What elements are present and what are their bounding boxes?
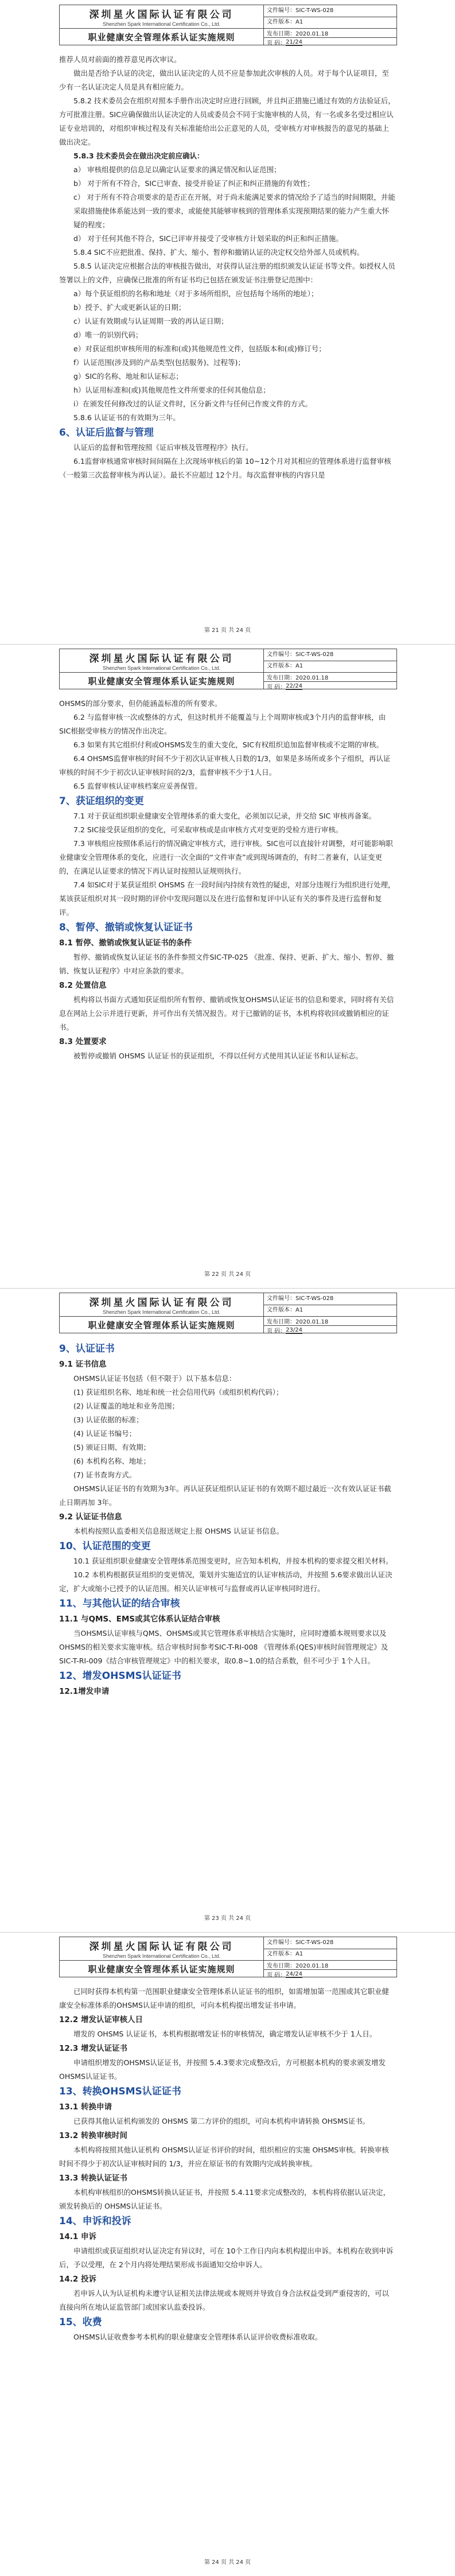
subsection-heading: 8.1 暂停、撤销或恢复认证证书的条件 [59,938,192,948]
subsection-heading: 14.2 投诉 [59,2275,97,2284]
page-number-label: 页 码： [267,684,286,690]
subsection-heading: 11.1 与QMS、EMS或其它体系认证结合审核 [59,1615,220,1624]
paragraph: (2) 认证覆盖的地址和业务范围； [73,1402,180,1410]
page-number-cell [264,1326,396,1334]
file-number: 文件编号：SIC-T-WS-028 [264,1937,396,1949]
page-content [59,697,396,1063]
header-meta-top [264,1937,396,1960]
file-version: 文件版本：A1 [267,1307,304,1314]
subsection-heading: 13.3 转换认证证书 [59,2174,128,2183]
document-title: 职业健康安全管理体系认证实施规则 [60,1317,264,1333]
paragraph: c）认证有效期或与认证周期一致的再认证日期； [73,317,228,325]
paragraph: 当OHSMS认证审核与QMS、OHSMS或其它管理体系审核结合实施时，应同时遵循本规则要求以及OHSMS的相关要求实施审核。结合审核时间参考SIC-T-RI-008 《管理体系(QES)审核时间管理规定》及SIC-T-RI-009《结合审核管理规定》中的相关要求，取0.8~1.0的结合系数，但不可少于 1个人日。 [59,1629,388,1665]
header-meta-top [264,1293,396,1316]
document-page [0,0,455,644]
page-footer: 第 22 页 共 24 页 [204,1271,251,1278]
paragraph: d）唯一的识别代码； [73,331,143,339]
section-heading: 12、增发OHSMS认证证书 [59,1670,181,1682]
paragraph: 6.2 与监督审核一次或整体的方式，但这时机并不能覆盖与上个周期审核或3个月内的监督审核，由SIC根据受审核方的情况作出决定。 [59,713,386,735]
page-number-cell [264,1970,396,1978]
page-content [59,53,396,482]
file-version: 文件版本：A1 [267,19,304,26]
clause-heading: 5.8.3 技术委员会在做出决定前应确认： [73,152,204,160]
paragraph: 做出是否给予认证的决定，做出认证决定的人员不应是参加此次审核的人员。对于每个认证项目，至少有一名认证决定人员是具有相应能力。 [59,69,390,91]
paragraph: 已同时获得本机构第一范围职业健康安全管理体系认证证书的组织，如需增加第一范围或其它职业健康安全标准体系的OHSMS认证申请的组织，可向本机构提出增发证书申请。 [59,1987,390,2009]
header-row-top [60,1293,396,1317]
page-number-cell [264,38,396,46]
page-content [59,1341,396,1699]
document-page [0,644,455,1288]
subsection-heading: 9.2 认证证书信息 [59,1512,122,1522]
section-heading: 10、认证范围的变更 [59,1541,151,1552]
paragraph: (5) 颁证日期、有效期； [73,1443,151,1452]
paragraph: 本机构审核组织的OHSMS转换认证证书，并按照 5.4.11要求完成整改的，本机构将依据认证决定，颁发转换后的 OHSMS认证证书。 [59,2188,391,2210]
subsection-heading: 13.2 转换审核时间 [59,2131,128,2140]
paragraph: OHSMS认证收费参考本机构的职业健康安全管理体系认证评价收费标准收取。 [73,2333,322,2341]
header-row-top [60,649,396,673]
document-title: 职业健康安全管理体系认证实施规则 [60,673,264,689]
document-page [0,1288,455,1932]
file-number: 文件编号：SIC-T-WS-028 [264,1293,396,1305]
header-row-bottom [60,29,396,45]
subsection-heading: 13.1 转换申请 [59,2102,112,2112]
page-footer: 第 23 页 共 24 页 [204,1915,251,1922]
paragraph: 5.8.5 认证决定应根据合法的审核报告做出，对获得认证注册的组织颁发认证证书等文件。如授权人员签署以上的文件，应确保已批准的所有证书均已包括在颁发证书注册登记范围中： [59,262,395,284]
company-name-cn: 深圳星火国际认证有限公司 [89,1941,234,1953]
section-heading: 6、认证后监督与管理 [59,427,154,439]
paragraph: 6.3 如果有其它组织付利或OHSMS发生的重大变化，SIC有权组织追加监督审核或不定期的审核。 [73,740,384,749]
paragraph: 6.5 监督审核认证审核档案应妥善保管。 [73,782,202,790]
paragraph: d） 对于任何其他不符合，SIC已评审并接受了受审核方计划采取的纠正和纠正措施。 [73,234,343,243]
subsection-heading: 12.3 增发认证证书 [59,2044,128,2053]
paragraph: 7.1 对于获证组织职业健康安全管理体系的重大变化，必须加以记录，并交给 SIC 审核再备案。 [73,812,376,820]
file-number: 文件编号：SIC-T-WS-028 [264,649,396,661]
paragraph: 认证后的监督和管理按照《证后审核及管理程序》执行。 [73,443,253,452]
paragraph: i）在颁发任何修改过的认证文件时，区分新文件与任何已作废文件的方式。 [73,399,312,408]
header-row-top [60,5,396,29]
company-name-cn: 深圳星火国际认证有限公司 [89,653,234,665]
header-meta-bottom [264,1317,396,1333]
company-name-cn: 深圳星火国际认证有限公司 [89,1297,234,1309]
page-header [59,5,397,45]
paragraph: (6) 本机构名称、地址； [73,1457,151,1465]
paragraph: 暂停、撤销或恢复认证证书的条件参照文件SIC-TP-025 《批准、保持、更新、扩大、缩小、暂停、撤销、恢复认证程序》中对应条款的要求。 [59,953,394,975]
publish-date: 发布日期：2020.01.18 [264,29,396,38]
paragraph: b） 对于所有不符合，SIC已审查、接受并验证了纠正和纠正措施的有效性； [73,179,314,188]
paragraph: 5.8.4 SIC不应把批准、保持、扩大、缩小、暂停和撤销认证的决定权交给外部人员或机构。 [73,248,364,257]
page-number-label: 页 码： [267,40,286,46]
section-heading: 14、申诉和投诉 [59,2216,131,2227]
page-footer: 第 21 页 共 24 页 [204,627,251,634]
paragraph: c） 对于所有不符合项要求的是否正在开展，对于尚未能满足要求的情况给予了适当的时间期限，并能采取措施使体系能达到一致的要求，或能使其能够审核到的管理体系实现预期结果的能力产生重大怀疑的程度； [73,193,395,229]
publish-date: 发布日期：2020.01.18 [264,1317,396,1326]
page-number-cell [264,682,396,690]
section-heading: 9、认证证书 [59,1343,115,1355]
paragraph: a）每个获证组织的名称和地址（对于多场所组织，应包括每个场所的地址）； [73,289,318,298]
paragraph: 机构将以书面方式通知获证组织所有暂停、撤销或恢复OHSMS认证证书的信息和要求，同时将有关信息在网站上公示并进行更新，并可作出有关情况报告。对于已撤销的证书，本机构将收回或撤销相应的证书。 [59,995,394,1031]
paragraph: 增发的 OHSMS 认证证书，本机构根据增发证书的审核情况，确定增发认证审核不少于 1人日。 [73,2030,377,2038]
page-number-label: 页 码： [267,1972,286,1978]
header-row-bottom [60,1317,396,1333]
file-version: 文件版本：A1 [267,1951,304,1958]
header-meta-bottom [264,673,396,689]
header-meta-top [264,5,396,28]
company-name-en: Shenzhen Spark International Certification Co., Ltd. [102,1309,221,1315]
page-number: 24/24 [286,1970,303,1977]
subsection-heading: 14.1 申诉 [59,2232,97,2241]
page-separator [0,1288,455,1289]
subsection-heading: 8.3 处置要求 [59,1037,107,1046]
publish-date: 发布日期：2020.01.18 [264,1961,396,1970]
paragraph: b）授予、扩大或更新认证的日期； [73,303,186,312]
paragraph: 若申诉人认为认证机构未遵守认证相关法律法规或本规则并导致自身合法权益受到严重侵害的，可以直接向所在地认证监管部门或国家认监委投诉。 [59,2289,390,2311]
header-row-bottom [60,673,396,689]
paragraph: 6.1监督审核通常审核时间间隔在上次现场审核后的第 10~12个月对其相应的管理体系进行监督审核（一般第三次监督审核为再认证）。最长不应超过 12个月。每次监督审核的内容只是 [59,457,391,479]
page-number: 22/24 [286,682,303,689]
document-title: 职业健康安全管理体系认证实施规则 [60,1961,264,1977]
paragraph: 7.3 审核组应按照体系运行的情况确定审核方式，进行审核。SIC也可以直接针对调整，对可能影响职业健康安全管理体系的变化，应进行一次全面的“文件审查”或到现场调查的，有时二者兼有，认证变更的，在满足认证要求的情况下再认证时按照认证规则执行。 [59,839,393,875]
company-name-en: Shenzhen Spark International Certification Co., Ltd. [102,665,221,671]
paragraph: 本机构按照认监委相关信息报送规定上报 OHSMS 认证证书信息。 [73,1527,284,1535]
paragraph: (4) 认证证书编号； [73,1429,137,1438]
company-logo [60,5,264,28]
paragraph: (1) 获证组织名称、地址和统一社会信用代码（或组织机构代码）； [73,1388,283,1396]
paragraph: 10.1 获证组织职业健康安全管理体系范围变更时，应告知本机构，并按本机构的要求提交相关材料。 [73,1557,393,1565]
paragraph: (3) 认证依据的标准； [73,1415,143,1424]
paragraph: 5.8.6 认证证书的有效期为三年。 [73,413,180,422]
page-header [59,1293,397,1333]
paragraph: 5.8.2 技术委员会在组织对照本手册作出决定时应进行回顾，并且纠正措施已通过有效的方法验证后，方可批准注册。SIC应确保做出认证决定的人员或委员会不同于实施审核的人员，有一名或多名受过相应认证专业培训的，对组织审核过程及有关标准能给出公正意见的人员，受审核方对审核报告的意见的基础上做出决定。 [59,96,395,146]
paragraph: 7.2 SIC接受获证组织的变化，可采取审核或是由审核方式对变更的受检方进行审核。 [73,825,343,834]
company-logo [60,1937,264,1960]
paragraph: e）对获证组织审核所用的标准和(或)其他规范性文件，包括版本和(或)修订号； [73,344,326,353]
document-page [0,1932,455,2576]
header-row-top [60,1937,396,1961]
paragraph: OHSMS认证证书的有效期为3年。再认证获证组织认证证书的有效期不超过最近一次有效认证证书截止日期再加 3年。 [59,1484,391,1507]
publish-date: 发布日期：2020.01.18 [264,673,396,682]
page-number: 23/24 [286,1326,303,1333]
company-logo [60,649,264,672]
company-logo [60,1293,264,1316]
paragraph: 6.4 OHSMS监督审核的时间不少于初次认证审核人日数的1/3，如果是多场所或多个子组织，再认证审核的时间不少于初次认证审核时间的2/3，监督审核不少于1人日。 [59,754,391,777]
file-version: 文件版本：A1 [267,663,304,670]
paragraph: 被暂停或撤销 OHSMS 认证证书的获证组织，不得以任何方式使用其认证证书和认证标志。 [73,1052,363,1060]
header-row-bottom [60,1961,396,1977]
page-header [59,649,397,689]
section-heading: 7、获证组织的变更 [59,796,144,807]
subsection-heading: 8.2 处置信息 [59,981,107,990]
document-title: 职业健康安全管理体系认证实施规则 [60,29,264,45]
section-heading: 11、与其他认证的结合审核 [59,1598,180,1609]
page-separator [0,644,455,645]
header-meta-bottom [264,1961,396,1977]
file-number: 文件编号：SIC-T-WS-028 [264,5,396,17]
section-heading: 8、暂停、撤销或恢复认证证书 [59,922,193,933]
paragraph: g）SIC的名称、地址和认证标志； [73,372,183,381]
page-number: 21/24 [286,38,303,45]
company-name-en: Shenzhen Spark International Certification Co., Ltd. [102,21,221,27]
paragraph: OHSMS的部分要求，但仍能涵盖标准的所有要求。 [59,699,222,708]
subsection-heading: 12.1增发申请 [59,1687,110,1696]
paragraph: 推荐人员对前面的推荐意见再次审议。 [59,55,181,64]
paragraph: 本机构将按照其他认证机构 OHSMS认证证书评价的时间，组织相应的实施 OHSMS审核。转换审核时间不得少于初次认证审核时间的 1/3，并应在原证书的有效期内完成转换审核。 [59,2146,389,2168]
section-heading: 13、转换OHSMS认证证书 [59,2086,181,2097]
header-meta-top [264,649,396,672]
page-content [59,1985,396,2344]
header-meta-bottom [264,29,396,45]
page-footer: 第 24 页 共 24 页 [204,2559,251,2566]
subsection-heading: 9.1 证书信息 [59,1360,107,1369]
paragraph: 7.4 如SIC对于某获证组织 OHSMS 在一段时间内持续有效性的疑虑，对部分违规行为组织进行处理，某该获证组织对其一段时期的评价中发现问题以及在进行监督和复评中认证有关的事件及进行监督和复评。 [59,880,395,917]
company-name-en: Shenzhen Spark International Certification Co., Ltd. [102,1953,221,1959]
paragraph: a） 审核组提供的信息足以确定认证要求的满足情况和认证范围； [73,165,281,174]
paragraph: h）认证用标准和(或)其他规范性文件所要求的任何其他信息； [73,386,270,394]
paragraph: 已获得其他认证机构颁发的 OHSMS 第二方评价的组织，可向本机构申请转换 OHSMS证书。 [73,2117,370,2125]
page-separator [0,1932,455,1933]
page-header [59,1937,397,1977]
paragraph: 10.2 本机构根据获证组织的变更情况，策划并实施适宜的认证审核活动，并按照 5.6要求做出认证决定，扩大或缩小已授予的认证范围。相关认证审核可与监督或再认证审核同时进行。 [59,1570,392,1593]
company-name-cn: 深圳星火国际认证有限公司 [89,9,234,21]
paragraph: (7) 证书查询方式。 [73,1471,137,1479]
paragraph: 申请组织或获证组织对认证决定有异议时，可在 10个工作日内向本机构提出申诉。本机构在收到申诉后，予以受理，在 2个月内将处理结果形成书面通知交给申诉人。 [59,2247,394,2269]
paragraph: 申请组织增发的OHSMS认证证书，并按照 5.4.3要求完成整改后，方可根据本机构的要求颁发增发 OHSMS认证证书。 [59,2058,386,2081]
section-heading: 15、收费 [59,2317,102,2328]
paragraph: OHSMS认证证书包括（但不限于）以下基本信息： [73,1374,236,1383]
subsection-heading: 12.2 增发认证审核人日 [59,2015,143,2024]
paragraph: f）认证范围(涉及到的产品类型(包括服务)、过程等)； [73,358,245,367]
page-number-label: 页 码： [267,1328,286,1334]
